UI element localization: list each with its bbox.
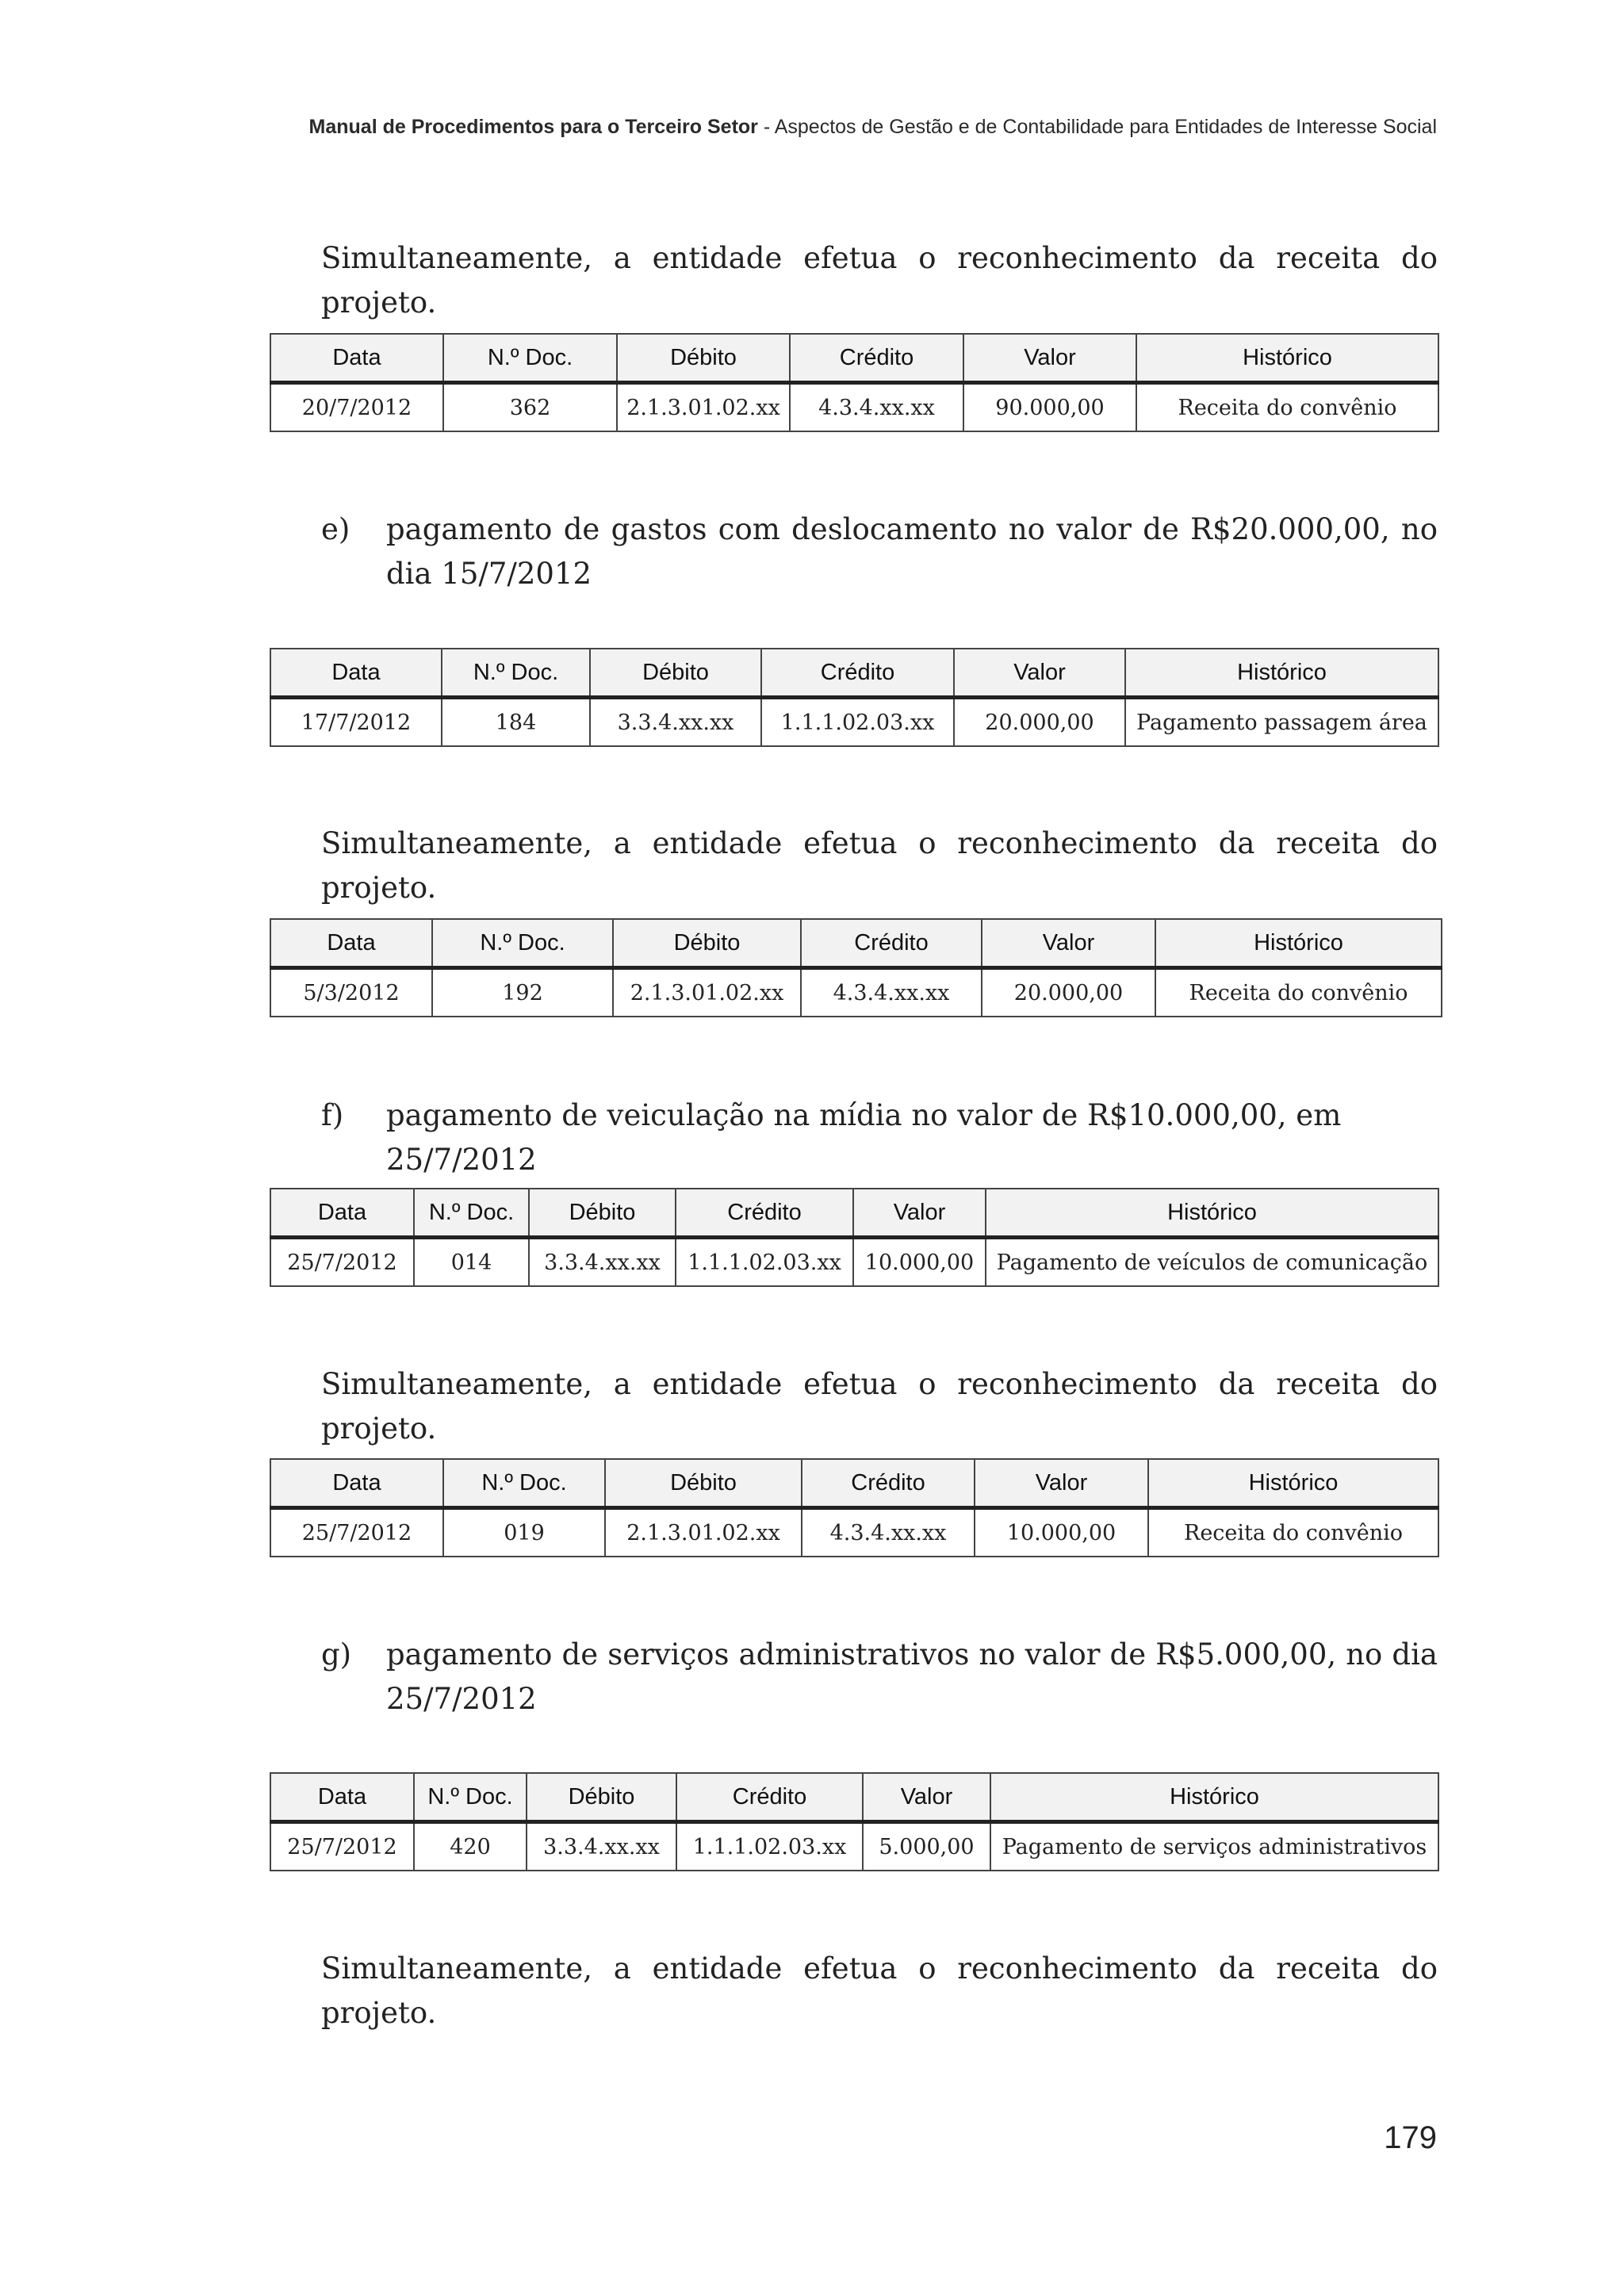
cell-historico: Pagamento passagem área xyxy=(1125,698,1438,747)
column-header-data: Data xyxy=(270,334,443,383)
cell-data: 25/7/2012 xyxy=(270,1238,414,1287)
column-header-doc: N.º Doc. xyxy=(443,334,617,383)
cell-credito: 4.3.4.xx.xx xyxy=(801,968,982,1017)
cell-credito: 4.3.4.xx.xx xyxy=(790,383,963,432)
table-row xyxy=(270,698,1438,747)
cell-doc: 184 xyxy=(442,698,590,747)
list-item xyxy=(321,507,1438,596)
ledger-table xyxy=(270,1188,1439,1287)
page-number: 179 xyxy=(1384,2120,1437,2155)
column-header-doc: N.º Doc. xyxy=(443,1459,605,1508)
cell-data: 25/7/2012 xyxy=(270,1508,443,1557)
cell-debito: 3.3.4.xx.xx xyxy=(527,1822,676,1871)
cell-historico: Pagamento de serviços administrativos xyxy=(990,1822,1438,1871)
table-row xyxy=(270,383,1438,432)
column-header-valor: Valor xyxy=(963,334,1136,383)
ledger-header-row xyxy=(270,1189,1438,1238)
column-header-debito: Débito xyxy=(590,649,761,698)
column-header-credito: Crédito xyxy=(790,334,963,383)
column-header-data: Data xyxy=(270,1459,443,1508)
column-header-debito: Débito xyxy=(617,334,790,383)
cell-valor: 90.000,00 xyxy=(963,383,1136,432)
column-header-credito: Crédito xyxy=(676,1189,853,1238)
cell-credito: 4.3.4.xx.xx xyxy=(802,1508,975,1557)
list-item-letter: g) xyxy=(321,1637,352,1672)
column-header-historico: Histórico xyxy=(986,1189,1438,1238)
ledger-header-row xyxy=(270,334,1438,383)
column-header-valor: Valor xyxy=(954,649,1125,698)
running-header-subtitle: - Aspectos de Gestão e de Contabilidade para Entidades de Interesse Social xyxy=(757,116,1437,138)
ledger-header-row xyxy=(270,919,1442,968)
cell-valor: 20.000,00 xyxy=(982,968,1155,1017)
list-item-text: pagamento de serviços administrativos no valor de R$5.000,00, no dia 25/7/2012 xyxy=(386,1637,1438,1716)
cell-data: 20/7/2012 xyxy=(270,383,443,432)
column-header-valor: Valor xyxy=(863,1773,990,1822)
cell-historico: Receita do convênio xyxy=(1136,383,1438,432)
list-item-text: pagamento de gastos com deslocamento no valor de R$20.000,00, no dia 15/7/2012 xyxy=(386,512,1438,591)
cell-doc: 420 xyxy=(414,1822,527,1871)
column-header-valor: Valor xyxy=(853,1189,986,1238)
cell-credito: 1.1.1.02.03.xx xyxy=(676,1238,853,1287)
list-item xyxy=(321,1633,1438,1721)
column-header-doc: N.º Doc. xyxy=(414,1189,529,1238)
cell-historico: Receita do convênio xyxy=(1148,1508,1438,1557)
cell-credito: 1.1.1.02.03.xx xyxy=(676,1822,863,1871)
list-item-letter: f) xyxy=(321,1098,344,1132)
list-item xyxy=(321,1093,1438,1182)
cell-data: 25/7/2012 xyxy=(270,1822,414,1871)
column-header-valor: Valor xyxy=(982,919,1155,968)
column-header-historico: Histórico xyxy=(1155,919,1442,968)
ledger-header-row xyxy=(270,1459,1438,1508)
column-header-historico: Histórico xyxy=(1136,334,1438,383)
column-header-data: Data xyxy=(270,1773,414,1822)
column-header-valor: Valor xyxy=(975,1459,1148,1508)
cell-valor: 10.000,00 xyxy=(975,1508,1148,1557)
body-paragraph: Simultaneamente, a entidade efetua o reconhecimento da receita do projeto. xyxy=(321,826,1438,905)
cell-data: 17/7/2012 xyxy=(270,698,442,747)
table-row xyxy=(270,1238,1438,1287)
cell-debito: 2.1.3.01.02.xx xyxy=(605,1508,802,1557)
ledger-header-row xyxy=(270,1773,1438,1822)
column-header-credito: Crédito xyxy=(761,649,954,698)
cell-valor: 5.000,00 xyxy=(863,1822,990,1871)
column-header-credito: Crédito xyxy=(801,919,982,968)
cell-doc: 019 xyxy=(443,1508,605,1557)
ledger-table xyxy=(270,648,1439,747)
cell-data: 5/3/2012 xyxy=(270,968,432,1017)
cell-historico: Pagamento de veículos de comunicação xyxy=(986,1238,1438,1287)
column-header-debito: Débito xyxy=(529,1189,676,1238)
cell-valor: 10.000,00 xyxy=(853,1238,986,1287)
cell-historico: Receita do convênio xyxy=(1155,968,1442,1017)
cell-debito: 3.3.4.xx.xx xyxy=(529,1238,676,1287)
cell-doc: 362 xyxy=(443,383,617,432)
body-paragraph: Simultaneamente, a entidade efetua o reconhecimento da receita do projeto. xyxy=(321,1367,1438,1446)
body-paragraph: Simultaneamente, a entidade efetua o reconhecimento da receita do projeto. xyxy=(321,1951,1438,2030)
column-header-doc: N.º Doc. xyxy=(442,649,590,698)
column-header-data: Data xyxy=(270,919,432,968)
column-header-data: Data xyxy=(270,649,442,698)
column-header-data: Data xyxy=(270,1189,414,1238)
cell-doc: 014 xyxy=(414,1238,529,1287)
list-item-text: pagamento de veiculação na mídia no valor de R$10.000,00, em 25/7/2012 xyxy=(386,1098,1342,1177)
body-paragraph: Simultaneamente, a entidade efetua o reconhecimento da receita do projeto. xyxy=(321,241,1438,320)
cell-debito: 3.3.4.xx.xx xyxy=(590,698,761,747)
column-header-doc: N.º Doc. xyxy=(414,1773,527,1822)
cell-valor: 20.000,00 xyxy=(954,698,1125,747)
ledger-header-row xyxy=(270,649,1438,698)
ledger-table xyxy=(270,333,1439,432)
cell-debito: 2.1.3.01.02.xx xyxy=(613,968,801,1017)
column-header-credito: Crédito xyxy=(676,1773,863,1822)
ledger-table xyxy=(270,918,1442,1017)
ledger-table xyxy=(270,1458,1439,1557)
running-header-title: Manual de Procedimentos para o Terceiro Setor xyxy=(308,116,758,138)
cell-debito: 2.1.3.01.02.xx xyxy=(617,383,790,432)
ledger-table xyxy=(270,1772,1439,1871)
cell-credito: 1.1.1.02.03.xx xyxy=(761,698,954,747)
cell-doc: 192 xyxy=(432,968,613,1017)
column-header-credito: Crédito xyxy=(802,1459,975,1508)
column-header-historico: Histórico xyxy=(1125,649,1438,698)
column-header-debito: Débito xyxy=(613,919,801,968)
column-header-historico: Histórico xyxy=(990,1773,1438,1822)
table-row xyxy=(270,1822,1438,1871)
table-row xyxy=(270,1508,1438,1557)
column-header-debito: Débito xyxy=(605,1459,802,1508)
column-header-doc: N.º Doc. xyxy=(432,919,613,968)
running-header xyxy=(309,116,1437,139)
column-header-historico: Histórico xyxy=(1148,1459,1438,1508)
column-header-debito: Débito xyxy=(527,1773,676,1822)
table-row xyxy=(270,968,1442,1017)
list-item-letter: e) xyxy=(321,512,350,546)
